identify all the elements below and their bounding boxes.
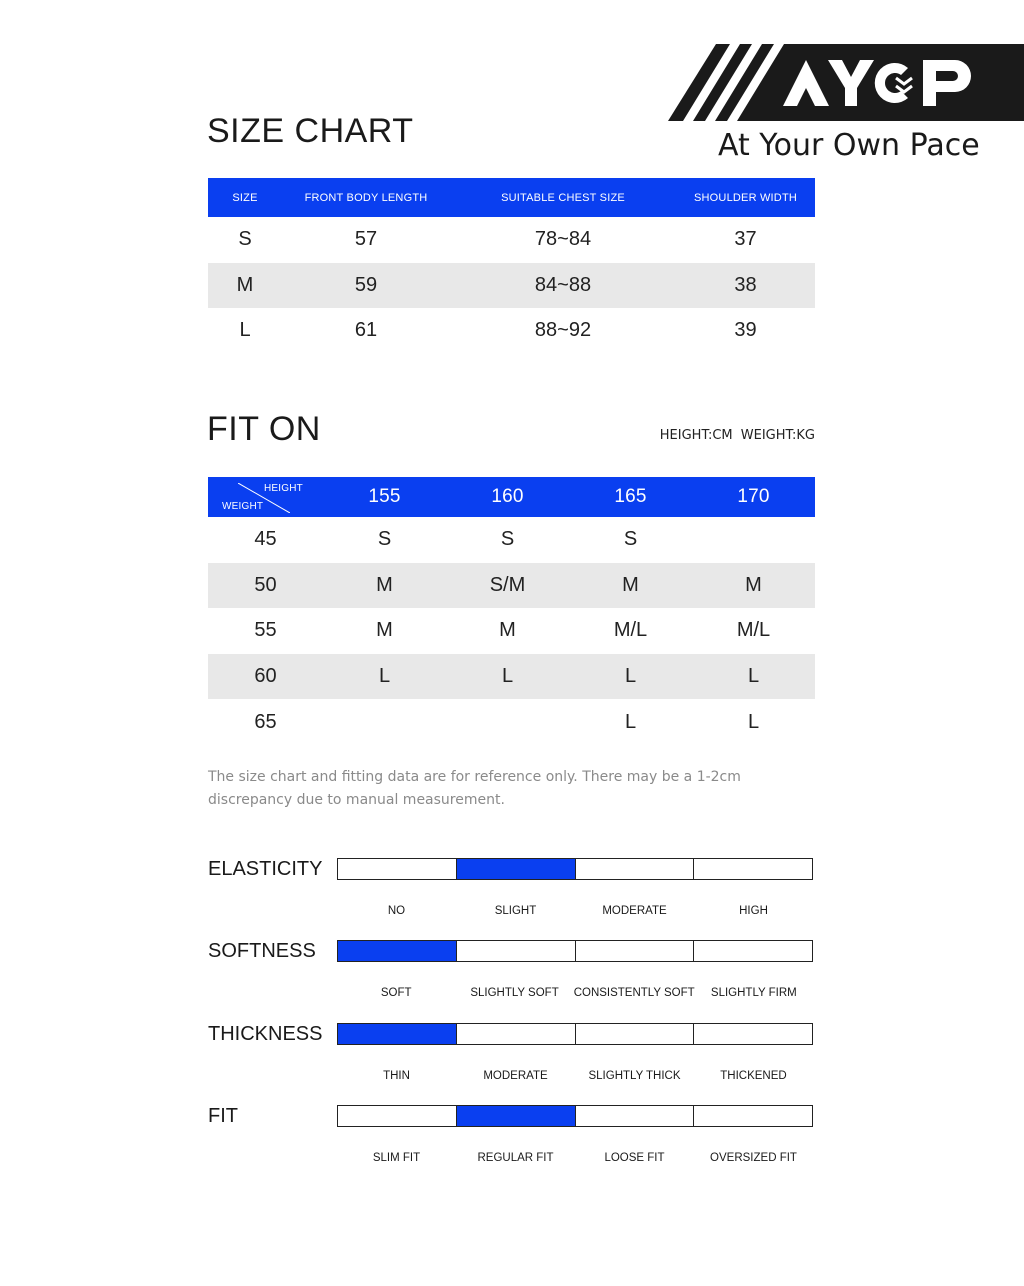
scale-segment-selected <box>457 1106 576 1126</box>
scale-segment <box>338 859 457 879</box>
fit-on-header <box>208 477 815 517</box>
scale-bar-elasticity <box>337 858 813 880</box>
header-front-body-length: FRONT BODY LENGTH <box>304 191 428 204</box>
weight-cell: 45 <box>254 528 277 551</box>
scale-segment <box>576 941 695 961</box>
table-row <box>208 517 815 563</box>
size-cell: M <box>499 619 516 642</box>
scale-option-label: SLIGHTLY THICK <box>588 1070 681 1082</box>
scale-option-label: SLIGHTLY SOFT <box>470 987 559 999</box>
scale-label-thickness: THICKNESS <box>208 1023 323 1045</box>
table-row <box>208 563 815 609</box>
weight-cell: 60 <box>254 665 277 688</box>
scale-options <box>337 1070 813 1082</box>
scale-segment <box>457 1024 576 1044</box>
size-chart-title: SIZE CHART <box>207 112 414 150</box>
table-cell: 88~92 <box>534 319 592 342</box>
brand-logo <box>668 44 1024 121</box>
scale-option-label: OVERSIZED FIT <box>710 1152 797 1164</box>
scale-bar-thickness <box>337 1023 813 1045</box>
table-row <box>208 217 815 263</box>
fit-on-title: FIT ON <box>207 410 321 448</box>
scale-segment <box>576 859 695 879</box>
table-cell: 84~88 <box>534 273 592 296</box>
size-cell: L <box>747 710 760 733</box>
table-cell: M <box>236 273 254 296</box>
aycp-logo-icon <box>668 44 1024 121</box>
table-row <box>208 263 815 309</box>
size-cell: S <box>623 528 638 551</box>
header-chest-size: SUITABLE CHEST SIZE <box>501 191 625 204</box>
weight-cell: 50 <box>254 573 277 596</box>
size-cell: M <box>376 619 393 642</box>
scale-option-label: HIGH <box>739 905 768 917</box>
scale-option-label: THIN <box>383 1070 410 1082</box>
header-height: 155 <box>368 486 401 507</box>
size-chart-table <box>208 178 815 354</box>
scale-segment-selected <box>338 1024 457 1044</box>
corner-weight-label: WEIGHT <box>222 501 264 512</box>
table-cell: L <box>239 319 251 342</box>
table-cell: 39 <box>734 319 757 342</box>
fit-on-table <box>208 477 815 745</box>
scale-segment-selected <box>457 859 576 879</box>
size-cell: L <box>501 665 514 688</box>
table-row <box>208 608 815 654</box>
disclaimer-text: The size chart and fitting data are for reference only. There may be a 1-2cm discrepancy due to manual measurement. <box>208 769 741 808</box>
scale-option-label: SLIM FIT <box>372 1152 421 1164</box>
header-size: SIZE <box>232 191 258 204</box>
header-height: 170 <box>737 486 770 507</box>
brand-tagline: At Your Own Pace <box>718 128 980 163</box>
scale-options <box>337 987 813 999</box>
scale-label-elasticity: ELASTICITY <box>208 858 323 880</box>
table-cell: 37 <box>734 228 757 251</box>
weight-cell: 65 <box>254 710 277 733</box>
table-cell: 78~84 <box>534 228 592 251</box>
size-chart-header <box>208 178 815 217</box>
scale-bar-fit <box>337 1105 813 1127</box>
scale-option-label: LOOSE FIT <box>604 1152 665 1164</box>
size-cell: M/L <box>613 619 648 642</box>
units-note: HEIGHT:CM WEIGHT:KG <box>659 428 815 443</box>
table-cell: 59 <box>354 273 378 296</box>
scale-options <box>337 1152 813 1164</box>
weight-cell: 55 <box>254 619 277 642</box>
scale-option-label: CONSISTENTLY SOFT <box>573 987 695 999</box>
scale-segment <box>694 859 812 879</box>
corner-cell <box>208 477 323 517</box>
scale-label-softness: SOFTNESS <box>208 940 316 962</box>
scale-option-label: THICKENED <box>720 1070 787 1082</box>
table-cell: 57 <box>354 228 378 251</box>
diagonal-divider-icon <box>238 483 290 513</box>
size-cell: S <box>500 528 515 551</box>
size-cell: L <box>747 665 760 688</box>
header-shoulder-width: SHOULDER WIDTH <box>693 191 798 204</box>
table-cell: 61 <box>354 319 378 342</box>
scale-option-label: REGULAR FIT <box>477 1152 554 1164</box>
scale-option-label: MODERATE <box>602 905 667 917</box>
size-cell: M <box>745 573 762 596</box>
size-cell: M/L <box>736 619 771 642</box>
scale-segment <box>694 1106 812 1126</box>
table-cell: 38 <box>734 273 757 296</box>
scale-label-fit: FIT <box>208 1105 238 1127</box>
scale-segment <box>694 941 812 961</box>
scale-segment-selected <box>338 941 457 961</box>
table-row <box>208 308 815 354</box>
scale-option-label: MODERATE <box>483 1070 548 1082</box>
size-cell: M <box>622 573 639 596</box>
size-cell: M <box>376 573 393 596</box>
size-cell: L <box>624 665 637 688</box>
scale-option-label: SLIGHT <box>494 905 537 917</box>
scale-options <box>337 905 813 917</box>
scale-segment <box>576 1024 695 1044</box>
header-height: 160 <box>491 486 524 507</box>
scale-segment <box>694 1024 812 1044</box>
size-cell: S <box>377 528 392 551</box>
table-cell: S <box>238 228 252 251</box>
table-row <box>208 699 815 745</box>
scale-option-label: SLIGHTLY FIRM <box>710 987 797 999</box>
scale-segment <box>457 941 576 961</box>
scale-segment <box>338 1106 457 1126</box>
scale-segment <box>576 1106 695 1126</box>
scale-bar-softness <box>337 940 813 962</box>
size-cell: S/M <box>489 573 526 596</box>
scale-option-label: SOFT <box>380 987 412 999</box>
table-row <box>208 654 815 700</box>
header-height: 165 <box>614 486 647 507</box>
size-cell: L <box>378 665 391 688</box>
scale-option-label: NO <box>387 905 406 917</box>
size-cell: L <box>624 710 637 733</box>
corner-height-label: HEIGHT <box>264 483 303 494</box>
